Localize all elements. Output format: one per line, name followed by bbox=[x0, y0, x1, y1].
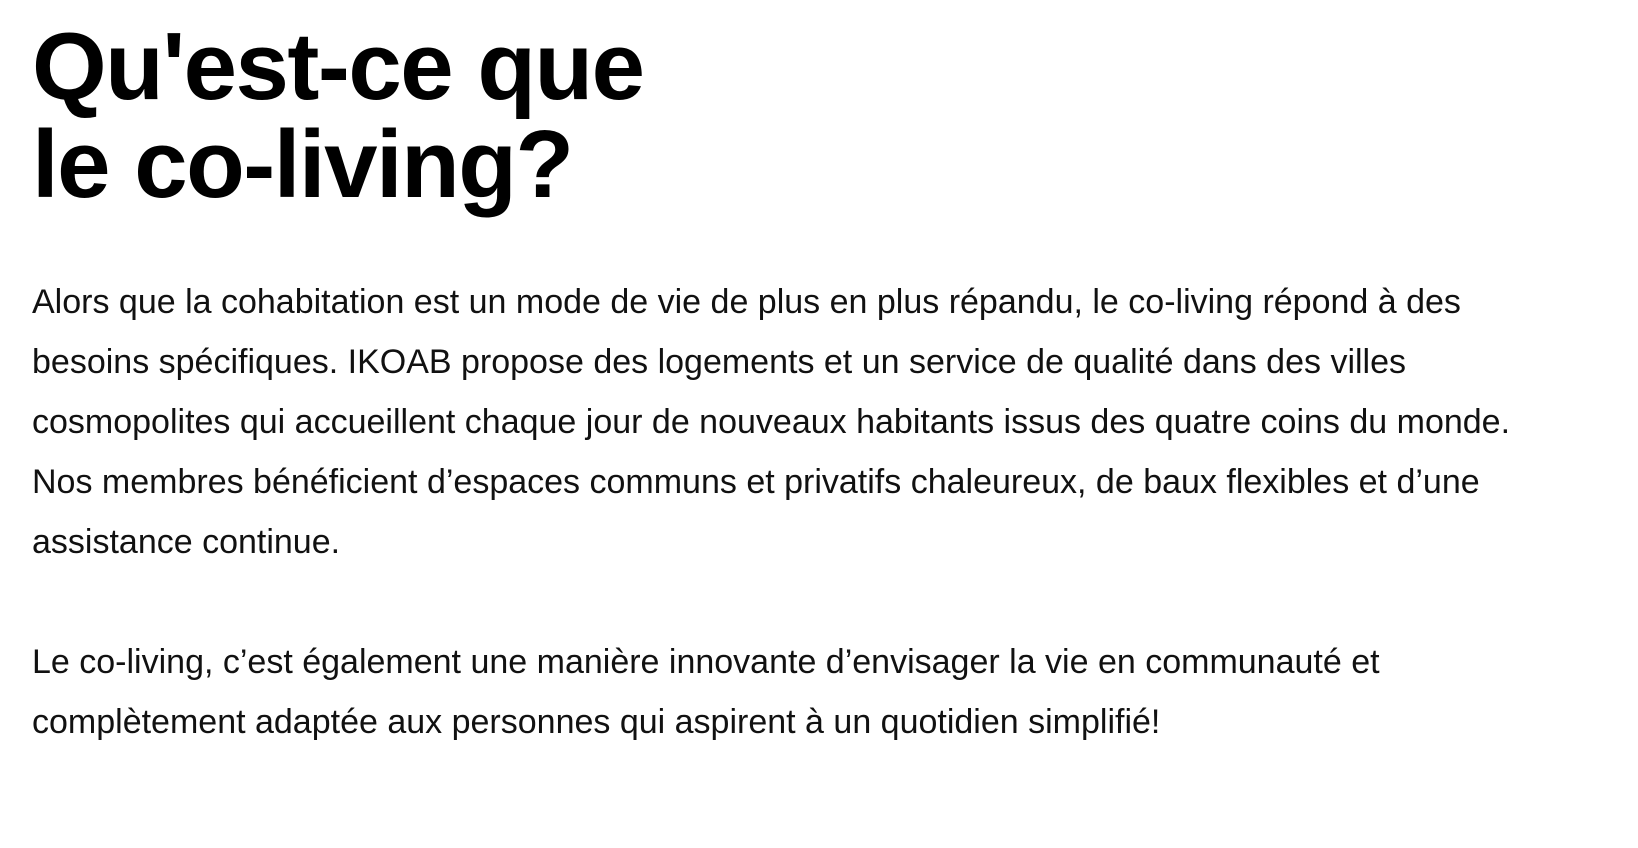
page-title-line-1: Qu'est-ce que bbox=[32, 13, 644, 120]
page-title-line-2: le co-living? bbox=[32, 111, 573, 218]
coliving-section bbox=[32, 13, 1592, 752]
page-title bbox=[32, 13, 1592, 218]
intro-paragraph: Alors que la cohabitation est un mode de vie de plus en plus répandu, le co-living répond à des besoins spécifiques. IKOAB propose des logements et un service de qualité dans des villes cosmopolites qui accueillent chaque jour de nouveaux habitants issus des quatre coins du monde. Nos membres bénéficient d’espaces communs et privatifs chaleureux, de baux flexibles et d’une assistance continue. bbox=[32, 283, 1511, 561]
closing-paragraph: Le co-living, c’est également une manière innovante d’envisager la vie en communauté et complètement adaptée aux personnes qui aspirent à un quotidien simplifié! bbox=[32, 643, 1380, 741]
